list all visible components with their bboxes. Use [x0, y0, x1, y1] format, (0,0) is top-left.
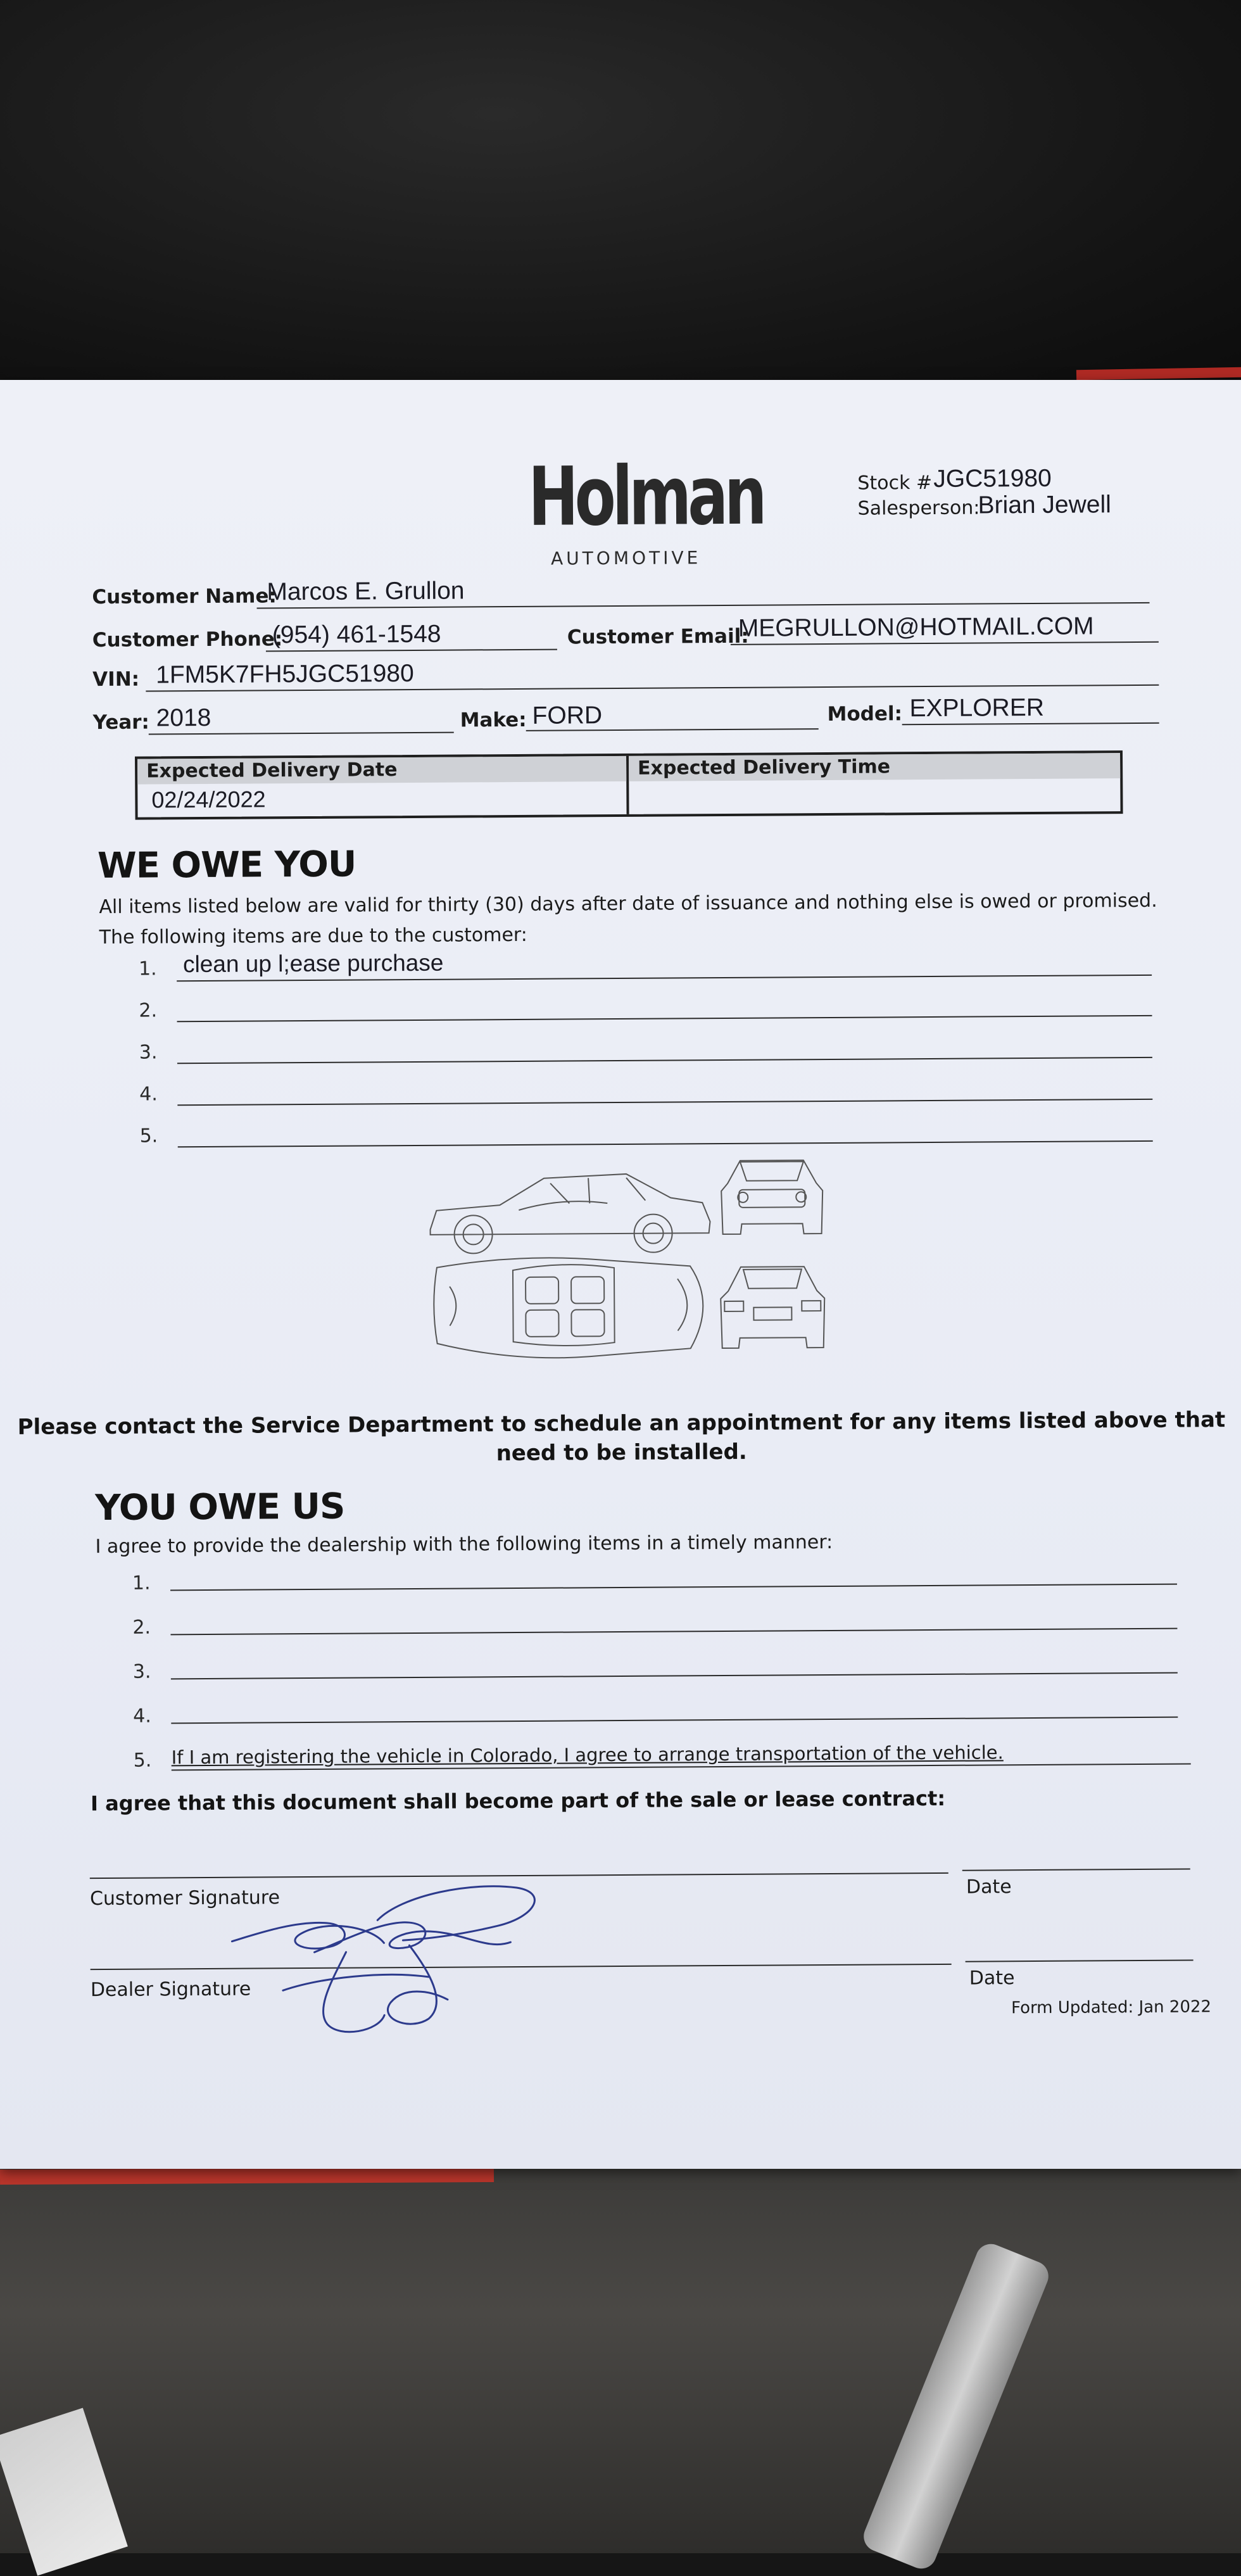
- dealer-signature-drawing: [219, 1881, 600, 2048]
- customer-phone-line: [266, 649, 557, 652]
- you-owe-item-2-line: [170, 1628, 1177, 1636]
- make-value: FORD: [532, 702, 603, 729]
- dealer-date-line[interactable]: [966, 1959, 1194, 1962]
- customer-signature-label: Customer Signature: [89, 1886, 280, 1910]
- you-owe-heading: YOU OWE US: [95, 1486, 345, 1529]
- customer-phone-label: Customer Phone:: [92, 628, 283, 652]
- we-owe-item-3-num: 3.: [139, 1041, 158, 1064]
- customer-signature-line[interactable]: [90, 1872, 948, 1879]
- document-sheet: [0, 376, 1241, 2173]
- we-owe-item-2-line: [177, 1015, 1152, 1022]
- car-rear-view-icon: [721, 1266, 825, 1348]
- vehicle-diagram: [424, 1158, 855, 1375]
- we-owe-disclaimer: All items listed below are valid for thirty (30) days after date of issuance and nothing else is owed or promised.: [99, 889, 1157, 919]
- we-owe-item-1-text: clean up l;ease purchase: [182, 949, 444, 978]
- document-paper: [0, 380, 1241, 2169]
- stock-label: Stock #: [857, 471, 933, 495]
- we-owe-intro: The following items are due to the customer:: [99, 923, 527, 949]
- you-owe-item-1-num: 1.: [132, 1572, 151, 1594]
- you-owe-item-3-num: 3.: [132, 1660, 151, 1683]
- we-owe-item-3-line: [177, 1057, 1152, 1064]
- form-updated: Form Updated: Jan 2022: [1011, 1997, 1212, 2018]
- dealer-signature-label: Dealer Signature: [90, 1978, 251, 2002]
- vin-value: 1FM5K7FH5JGC51980: [156, 659, 414, 689]
- customer-date-line[interactable]: [962, 1869, 1190, 1871]
- we-owe-item-1-num: 1.: [138, 957, 157, 980]
- we-owe-heading: WE OWE YOU: [97, 843, 356, 887]
- customer-name-label: Customer Name:: [92, 584, 277, 609]
- logo-subtext: AUTOMOTIVE: [550, 547, 702, 569]
- we-owe-item-4-line: [177, 1099, 1152, 1106]
- delivery-box: [135, 750, 1123, 820]
- you-owe-item-4-line: [171, 1717, 1178, 1724]
- delivery-date-value: 02/24/2022: [151, 786, 266, 813]
- you-owe-item-2-num: 2.: [132, 1616, 151, 1639]
- salesperson-value: Brian Jewell: [978, 491, 1111, 519]
- make-label: Make:: [460, 708, 527, 732]
- you-owe-item-5-text: If I am registering the vehicle in Colorado, I agree to arrange transportation of the vehicle.: [171, 1741, 1004, 1769]
- customer-email-label: Customer Email:: [567, 624, 749, 649]
- we-owe-item-5-num: 5.: [139, 1125, 158, 1147]
- stock-value: JGC51980: [933, 464, 1052, 493]
- car-front-view-icon: [721, 1160, 823, 1234]
- agreement-statement: I agree that this document shall become part of the sale or lease contract:: [90, 1786, 946, 1816]
- customer-name-value: Marcos E. Grullon: [267, 577, 465, 606]
- background-floor: [0, 2153, 1241, 2553]
- you-owe-item-3-line: [171, 1672, 1178, 1680]
- customer-date-label: Date: [966, 1876, 1012, 1898]
- year-value: 2018: [156, 704, 211, 732]
- vin-label: VIN:: [92, 667, 140, 691]
- service-note-line2: need to be installed.: [496, 1439, 747, 1467]
- model-line: [902, 723, 1159, 725]
- customer-email-value: MEGRULLON@HOTMAIL.COM: [738, 612, 1094, 642]
- salesperson-label: Salesperson:: [857, 496, 980, 520]
- car-side-view-icon: [430, 1173, 710, 1254]
- year-line: [149, 732, 454, 735]
- you-owe-item-4-num: 4.: [133, 1705, 151, 1727]
- year-label: Year:: [92, 710, 150, 735]
- we-owe-item-2-num: 2.: [139, 999, 158, 1022]
- we-owe-item-4-num: 4.: [139, 1083, 158, 1106]
- delivery-time-cell: [629, 753, 1121, 814]
- delivery-date-cell: [137, 756, 629, 818]
- customer-phone-value: (954) 461-1548: [272, 620, 441, 649]
- car-top-view-icon: [434, 1257, 703, 1359]
- you-owe-intro: I agree to provide the dealership with the following items in a timely manner:: [95, 1531, 833, 1558]
- logo: Holman: [528, 448, 764, 545]
- you-owe-item-5-num: 5.: [133, 1749, 152, 1772]
- delivery-date-label: Expected Delivery Date: [137, 756, 626, 785]
- you-owe-item-1-line: [170, 1584, 1177, 1591]
- dealer-date-label: Date: [969, 1967, 1015, 1990]
- service-note-line1: Please contact the Service Department to schedule an appointment for any items listed above that: [17, 1407, 1226, 1440]
- delivery-time-label: Expected Delivery Time: [629, 753, 1120, 781]
- model-label: Model:: [827, 702, 903, 726]
- we-owe-item-5-line: [178, 1140, 1153, 1147]
- model-value: EXPLORER: [909, 693, 1045, 723]
- background-top: [0, 0, 1241, 380]
